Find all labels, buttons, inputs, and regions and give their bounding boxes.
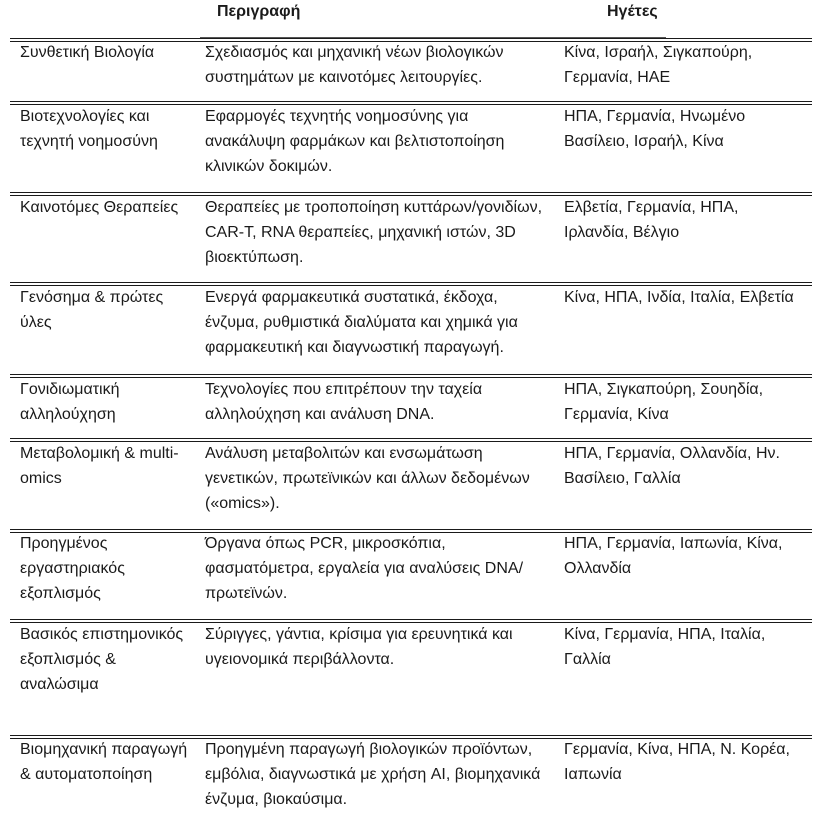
row-leaders: Κίνα, Ισραήλ, Σιγκαπούρη, Γερμανία, ΗΑΕ [564,44,753,86]
row-leaders: Γερμανία, Κίνα, ΗΠΑ, Ν. Κορέα, Ιαπωνία [564,741,790,783]
row-divider [10,282,812,283]
header-leaders: Ηγέτες [607,3,658,20]
row-leaders: Ελβετία, Γερμανία, ΗΠΑ, Ιρλανδία, Βέλγιο [564,199,739,241]
header-description: Περιγραφή [217,3,301,20]
row-name: Προηγμένος εργαστηριακός εξοπλισμός [20,535,125,602]
row-name: Βιοτεχνολογίες και τεχνητή νοημοσύνη [20,108,158,150]
row-leaders: ΗΠΑ, Γερμανία, Ηνωμένο Βασίλειο, Ισραήλ, Κίνα [564,108,746,150]
row-leaders: Κίνα, Γερμανία, ΗΠΑ, Ιταλία, Γαλλία [564,626,766,668]
row-description: Εφαρμογές τεχνητής νοημοσύνης για ανακάλυψη φαρμάκων και βελτιστοποίηση κλινικών δοκιμών. [205,108,505,175]
table-row [0,282,814,373]
row-divider [10,529,812,530]
row-description: Ενεργά φαρμακευτικά συστατικά, έκδοχα, ένζυμα, ρυθμιστικά διαλύματα και χημικά για φαρμακευτική και διαγνωστική παραγωγή. [205,289,518,356]
table-row [0,192,814,280]
row-description: Τεχνολογίες που επιτρέπουν την ταχεία αλληλούχηση και ανάλυση DNA. [205,381,483,423]
row-name: Μεταβολομική & multi-omics [20,445,179,487]
row-name: Βιομηχανική παραγωγή & αυτοματοποίηση [20,741,188,783]
row-description: Προηγμένη παραγωγή βιολογικών προϊόντων, εμβόλια, διαγνωστικά με χρήση AI, βιομηχανικά ένζυμα, βιοκαύσιμα. [205,741,541,808]
row-leaders: ΗΠΑ, Γερμανία, Ιαπωνία, Κίνα, Ολλανδία [564,535,783,577]
row-description: Ανάλυση μεταβολιτών και ενσωμάτωση γενετικών, πρωτεϊνικών και άλλων δεδομένων («omics»). [205,445,530,512]
row-name: Γενόσημα & πρώτες ύλες [20,289,164,331]
row-divider [10,735,812,736]
row-divider [10,192,812,193]
table-row [0,101,814,190]
table-row [0,438,814,528]
row-description: Θεραπείες με τροποποίηση κυττάρων/γονιδίων, CAR-T, RNA θεραπείες, μηχανική ιστών, 3D βιοεκτύπωση. [205,199,543,266]
row-description: Σύριγγες, γάντια, κρίσιμα για ερευνητικά και υγειονομικά περιβάλλοντα. [205,626,513,668]
row-name: Βασικός επιστημονικός εξοπλισμός & αναλώσιμα [20,626,184,693]
table-row [0,529,814,617]
row-divider [10,38,812,39]
row-leaders: Κίνα, ΗΠΑ, Ινδία, Ιταλία, Ελβετία [564,289,794,306]
row-divider [10,438,812,439]
row-name: Συνθετική Βιολογία [20,44,155,61]
row-leaders: ΗΠΑ, Σιγκαπούρη, Σουηδία, Γερμανία, Κίνα [564,381,764,423]
table-row [0,619,814,734]
table-row [0,38,814,100]
table-row [0,374,814,437]
row-leaders: ΗΠΑ, Γερμανία, Ολλανδία, Ην. Βασίλειο, Γαλλία [564,445,780,487]
row-divider [10,374,812,375]
row-description: Σχεδιασμός και μηχανική νέων βιολογικών συστημάτων με καινοτόμες λειτουργίες. [205,44,504,86]
row-divider [10,619,812,620]
row-name: Καινοτόμες Θεραπείες [20,199,179,216]
row-divider [10,101,812,102]
row-description: Όργανα όπως PCR, μικροσκόπια, φασματόμετρα, εργαλεία για αναλύσεις DNA/πρωτεϊνών. [205,535,524,602]
row-name: Γονιδιωματική αλληλούχηση [20,381,120,423]
table-header [0,0,814,40]
table-row [0,735,814,818]
